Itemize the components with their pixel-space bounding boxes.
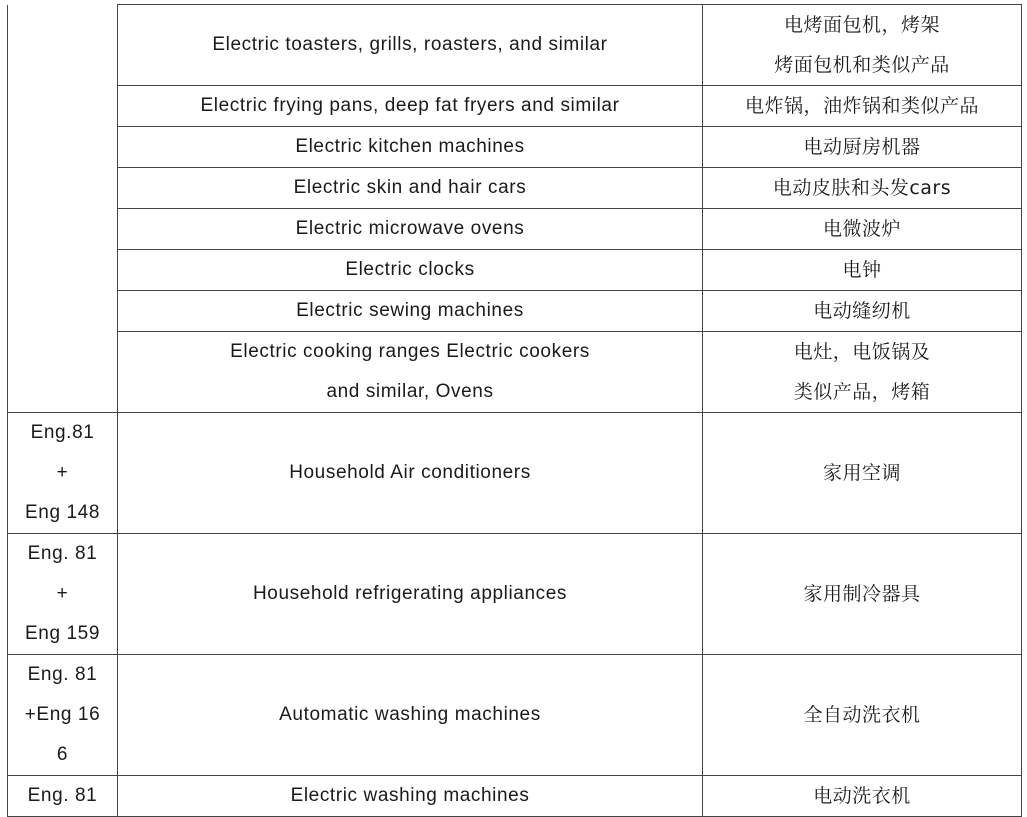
chinese-cell: 电动缝纫机 bbox=[703, 291, 1022, 332]
code-cell: Eng. 81 +Eng 16 6 bbox=[8, 655, 118, 776]
chinese-cell: 电烤面包机，烤架 烤面包机和类似产品 bbox=[703, 5, 1022, 86]
chinese-cell: 电灶，电饭锅及 类似产品，烤箱 bbox=[703, 332, 1022, 413]
table-row bbox=[8, 413, 1022, 534]
english-cell: Electric sewing machines bbox=[118, 291, 703, 332]
code-cell: Eng. 81 + Eng 159 bbox=[8, 534, 118, 655]
chinese-cell: 家用制冷器具 bbox=[703, 534, 1022, 655]
table-row bbox=[8, 655, 1022, 776]
english-cell: Household Air conditioners bbox=[118, 413, 703, 534]
english-cell: Household refrigerating appliances bbox=[118, 534, 703, 655]
chinese-cell: 电钟 bbox=[703, 250, 1022, 291]
code-cell: Eng.81 + Eng 148 bbox=[8, 413, 118, 534]
chinese-cell: 全自动洗衣机 bbox=[703, 655, 1022, 776]
english-cell: Electric washing machines bbox=[118, 776, 703, 817]
table-row bbox=[8, 291, 1022, 332]
chinese-cell: 电动皮肤和头发cars bbox=[703, 168, 1022, 209]
table-row bbox=[8, 776, 1022, 817]
english-cell: Electric toasters, grills, roasters, and similar bbox=[118, 5, 703, 86]
code-cell-empty bbox=[8, 5, 118, 413]
table-row bbox=[8, 332, 1022, 413]
chinese-cell: 电动洗衣机 bbox=[703, 776, 1022, 817]
table-row bbox=[8, 127, 1022, 168]
english-cell: Automatic washing machines bbox=[118, 655, 703, 776]
chinese-cell: 电微波炉 bbox=[703, 209, 1022, 250]
table-row bbox=[8, 5, 1022, 86]
english-cell: Electric kitchen machines bbox=[118, 127, 703, 168]
english-cell: Electric clocks bbox=[118, 250, 703, 291]
table-row bbox=[8, 86, 1022, 127]
english-cell: Electric cooking ranges Electric cookers and similar, Ovens bbox=[118, 332, 703, 413]
english-cell: Electric frying pans, deep fat fryers and similar bbox=[118, 86, 703, 127]
english-cell: Electric microwave ovens bbox=[118, 209, 703, 250]
chinese-cell: 电动厨房机器 bbox=[703, 127, 1022, 168]
table-row bbox=[8, 534, 1022, 655]
chinese-cell: 电炸锅，油炸锅和类似产品 bbox=[703, 86, 1022, 127]
table-row bbox=[8, 250, 1022, 291]
standards-table bbox=[7, 4, 1022, 817]
english-cell: Electric skin and hair cars bbox=[118, 168, 703, 209]
code-cell: Eng. 81 bbox=[8, 776, 118, 817]
table-row bbox=[8, 168, 1022, 209]
table-row bbox=[8, 209, 1022, 250]
chinese-cell: 家用空调 bbox=[703, 413, 1022, 534]
